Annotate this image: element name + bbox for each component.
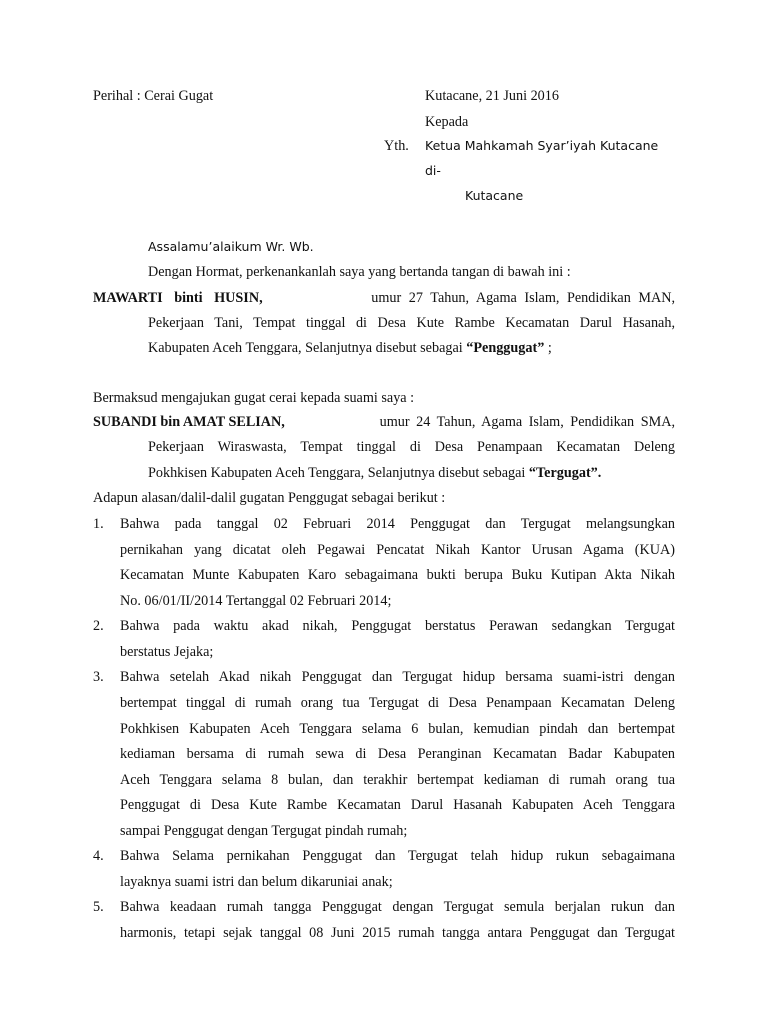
reason-2-line-2: berstatus Jejaka; bbox=[120, 644, 214, 660]
reason-1-line-4: No. 06/01/II/2014 Tertanggal 02 Februari 2014; bbox=[120, 593, 392, 609]
plaintiff-end: ; bbox=[544, 340, 552, 356]
reason-3-line-4: kediaman bersama di rumah sewa di Desa Peranginan Kecamatan Badar Kabupaten bbox=[120, 746, 675, 762]
plaintiff-details: umur 27 Tahun, Agama Islam, Pendidikan MAN, bbox=[371, 290, 675, 306]
defendant-details: umur 24 Tahun, Agama Islam, Pendidikan SMA, bbox=[379, 414, 675, 430]
intent-sentence: Bermaksud mengajukan gugat cerai kepada suami saya : bbox=[93, 390, 415, 406]
defendant-label: “Tergugat”. bbox=[528, 465, 602, 481]
recipient-place: Kutacane bbox=[465, 188, 524, 203]
reason-1-line-2: pernikahan yang dicatat oleh Pegawai Pencatat Nikah Kantor Urusan Agama (KUA) bbox=[120, 542, 675, 558]
greeting: Assalamu’alaikum Wr. Wb. bbox=[148, 239, 314, 254]
kepada-label: Kepada bbox=[425, 114, 469, 130]
reason-3-number: 3. bbox=[93, 669, 104, 685]
yth-label: Yth. bbox=[384, 138, 409, 154]
reason-5-line-1: Bahwa keadaan rumah tangga Penggugat dengan Tergugat semula berjalan rukun dan bbox=[120, 899, 675, 915]
reason-4-number: 4. bbox=[93, 848, 104, 864]
reason-3-line-3: Pokhkisen Kabupaten Aceh Tenggara selama 6 bulan, kemudian pindah dan bertempat bbox=[120, 721, 675, 737]
plaintiff-desc: Kabupaten Aceh Tenggara, Selanjutnya disebut sebagai bbox=[148, 340, 463, 356]
reason-4-line-1: Bahwa Selama pernikahan Penggugat dan Tergugat telah hidup rukun sebagaimana bbox=[120, 848, 675, 864]
plaintiff-line-2: Pekerjaan Tani, Tempat tinggal di Desa Kute Rambe Kecamatan Darul Hasanah, bbox=[148, 315, 675, 331]
subject-line: Perihal : Cerai Gugat bbox=[93, 88, 214, 104]
reason-5-line-2: harmonis, tetapi sejak tanggal 08 Juni 2015 rumah tangga antara Penggugat dan Tergugat bbox=[120, 925, 675, 941]
defendant-line-1 bbox=[93, 415, 675, 429]
plaintiff-label: “Penggugat” bbox=[466, 340, 545, 356]
plaintiff-line-3 bbox=[148, 341, 552, 355]
plaintiff-name: MAWARTI binti HUSIN, bbox=[93, 290, 263, 306]
reason-2-number: 2. bbox=[93, 618, 104, 634]
reason-3-line-5: Aceh Tenggara selama 8 bulan, dan terakhir bertempat kediaman di rumah orang tua bbox=[120, 772, 675, 788]
defendant-line-3 bbox=[148, 466, 601, 480]
reason-1-line-1: Bahwa pada tanggal 02 Februari 2014 Penggugat dan Tergugat melangsungkan bbox=[120, 516, 675, 532]
reason-5-number: 5. bbox=[93, 899, 104, 915]
reason-3-line-1: Bahwa setelah Akad nikah Penggugat dan Tergugat hidup bersama suami-istri dengan bbox=[120, 669, 675, 685]
reason-3-line-7: sampai Penggugat dengan Tergugat pindah rumah; bbox=[120, 823, 408, 839]
defendant-desc: Pokhkisen Kabupaten Aceh Tenggara, Selanjutnya disebut sebagai bbox=[148, 465, 526, 481]
reason-1-line-3: Kecamatan Munte Kabupaten Karo sebagaimana bukti berupa Buku Kutipan Akta Nikah bbox=[120, 567, 675, 583]
reasons-intro: Adapun alasan/dalil-dalil gugatan Penggugat sebagai berikut : bbox=[93, 490, 446, 506]
reason-4-line-2: layaknya suami istri dan belum dikaruniai anak; bbox=[120, 874, 393, 890]
reason-3-line-2: bertempat tinggal di rumah orang tua Tergugat di Desa Penampaan Kecamatan Deleng bbox=[120, 695, 675, 711]
intro-sentence: Dengan Hormat, perkenankanlah saya yang bertanda tangan di bawah ini : bbox=[148, 264, 571, 280]
reason-2-line-1: Bahwa pada waktu akad nikah, Penggugat berstatus Perawan sedangkan Tergugat bbox=[120, 618, 675, 634]
letter-date: Kutacane, 21 Juni 2016 bbox=[425, 88, 559, 104]
defendant-line-2: Pekerjaan Wiraswasta, Tempat tinggal di Desa Penampaan Kecamatan Deleng bbox=[148, 439, 675, 455]
plaintiff-line-1 bbox=[93, 291, 675, 305]
reason-1-number: 1. bbox=[93, 516, 104, 532]
reason-3-line-6: Penggugat di Desa Kute Rambe Kecamatan Darul Hasanah Kabupaten Aceh Tenggara bbox=[120, 797, 675, 813]
di-label: di- bbox=[425, 163, 441, 178]
recipient: Ketua Mahkamah Syar’iyah Kutacane bbox=[425, 138, 659, 153]
defendant-name: SUBANDI bin AMAT SELIAN, bbox=[93, 414, 285, 430]
